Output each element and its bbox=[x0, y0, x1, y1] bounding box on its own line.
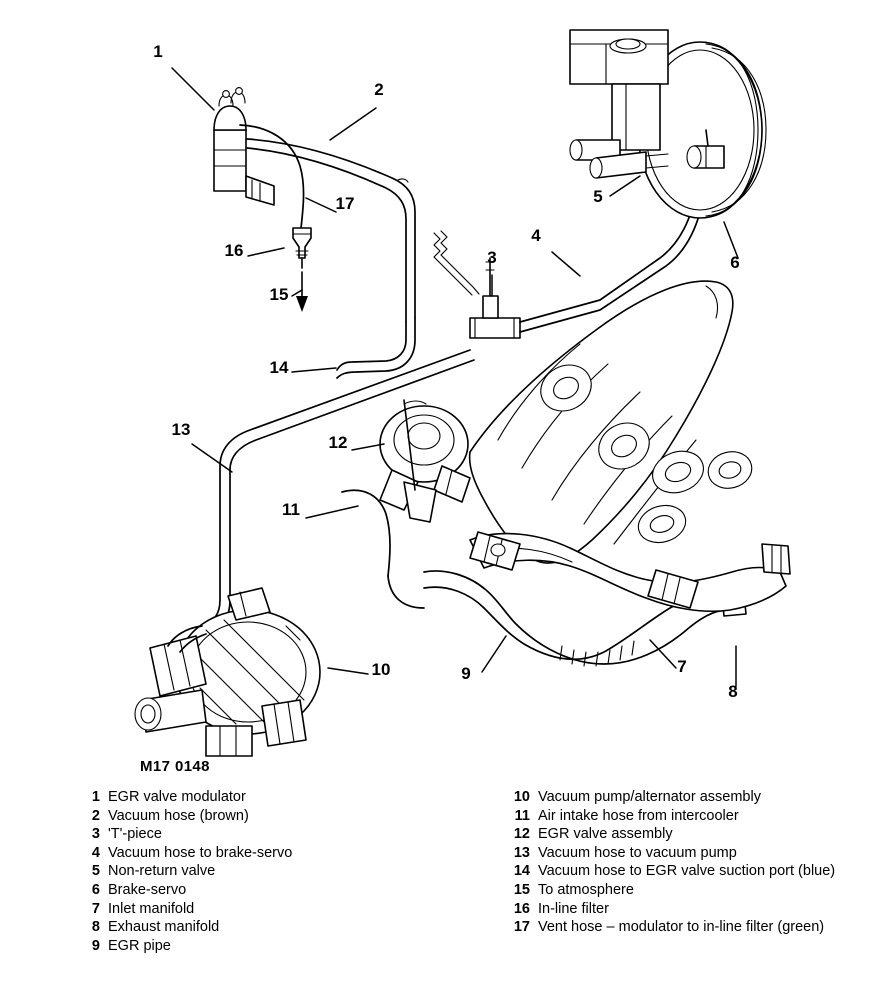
legend-label: Vacuum hose to vacuum pump bbox=[538, 844, 737, 861]
legend bbox=[0, 788, 891, 988]
legend-label: Exhaust manifold bbox=[108, 919, 220, 936]
legend-item bbox=[78, 918, 498, 937]
t-piece bbox=[434, 231, 520, 338]
legend-label: Brake-servo bbox=[108, 881, 187, 898]
legend-number: 9 bbox=[91, 937, 100, 954]
callout-16: 16 bbox=[224, 241, 244, 260]
legend-number: 17 bbox=[513, 919, 530, 936]
vacuum-pump-alternator-assembly bbox=[135, 588, 320, 756]
figure-code: M17 0148 bbox=[140, 758, 210, 775]
legend-number: 12 bbox=[513, 826, 530, 843]
callout-6: 6 bbox=[730, 253, 740, 272]
callout-4: 4 bbox=[531, 226, 541, 245]
legend-item bbox=[508, 825, 888, 844]
legend-number: 2 bbox=[91, 807, 100, 824]
egr-valve-modulator bbox=[214, 88, 274, 205]
legend-number: 3 bbox=[91, 826, 100, 843]
in-line-filter bbox=[293, 228, 311, 268]
legend-label: In-line filter bbox=[538, 900, 609, 917]
legend-item bbox=[78, 862, 498, 881]
legend-label: Air intake hose from intercooler bbox=[538, 807, 739, 824]
legend-item bbox=[508, 862, 888, 881]
callout-13: 13 bbox=[171, 420, 191, 439]
legend-number: 1 bbox=[91, 789, 100, 805]
legend-number: 8 bbox=[91, 919, 100, 936]
legend-number: 16 bbox=[513, 900, 530, 917]
callout-3: 3 bbox=[487, 248, 497, 267]
legend-label: Inlet manifold bbox=[108, 900, 195, 917]
legend-number: 10 bbox=[513, 789, 530, 805]
legend-item bbox=[78, 788, 498, 807]
legend-label: 'T'-piece bbox=[108, 826, 162, 843]
legend-item bbox=[508, 881, 888, 900]
legend-label: Vacuum hose to EGR valve suction port (blue) bbox=[538, 863, 836, 880]
legend-number: 15 bbox=[513, 881, 530, 898]
legend-number: 4 bbox=[91, 844, 100, 861]
legend-item bbox=[508, 900, 888, 919]
legend-item bbox=[508, 918, 888, 937]
callout-8: 8 bbox=[728, 682, 738, 701]
legend-item bbox=[78, 900, 498, 919]
callout-12: 12 bbox=[328, 433, 348, 452]
legend-column-right bbox=[508, 788, 888, 937]
legend-number: 5 bbox=[91, 863, 100, 880]
legend-number: 13 bbox=[513, 844, 530, 861]
callout-2: 2 bbox=[374, 80, 384, 99]
callout-17: 17 bbox=[335, 194, 355, 213]
legend-label: EGR valve assembly bbox=[538, 826, 673, 843]
legend-label: Non-return valve bbox=[108, 863, 216, 880]
callout-15: 15 bbox=[269, 285, 289, 304]
legend-item bbox=[78, 881, 498, 900]
legend-item bbox=[78, 807, 498, 826]
legend-item bbox=[78, 937, 498, 956]
legend-number: 7 bbox=[91, 900, 100, 917]
callout-11: 11 bbox=[282, 500, 300, 519]
legend-item bbox=[508, 788, 888, 807]
legend-label: To atmosphere bbox=[538, 881, 634, 898]
legend-item bbox=[78, 844, 498, 863]
vacuum-hose-blue-14 bbox=[337, 318, 415, 378]
exhaust-manifold bbox=[470, 532, 790, 611]
callout-9: 9 bbox=[461, 664, 471, 683]
callout-5: 5 bbox=[593, 187, 603, 206]
callout-7: 7 bbox=[677, 657, 687, 676]
legend-label: EGR pipe bbox=[108, 937, 171, 954]
legend-item bbox=[508, 844, 888, 863]
legend-column-left bbox=[78, 788, 498, 955]
callout-1: 1 bbox=[153, 42, 163, 61]
callout-10: 10 bbox=[371, 660, 391, 679]
legend-label: EGR valve modulator bbox=[108, 789, 246, 805]
legend-item bbox=[508, 807, 888, 826]
egr-valve-assembly bbox=[380, 400, 470, 522]
legend-label: Vacuum pump/alternator assembly bbox=[538, 789, 761, 805]
legend-number: 11 bbox=[514, 807, 530, 824]
legend-item bbox=[78, 825, 498, 844]
callout-14: 14 bbox=[269, 358, 289, 377]
legend-label: Vacuum hose to brake-servo bbox=[108, 844, 293, 861]
legend-label: Vent hose – modulator to in-line filter (green) bbox=[538, 919, 825, 936]
legend-number: 6 bbox=[91, 881, 100, 898]
legend-label: Vacuum hose (brown) bbox=[108, 807, 249, 824]
legend-number: 14 bbox=[513, 863, 530, 880]
